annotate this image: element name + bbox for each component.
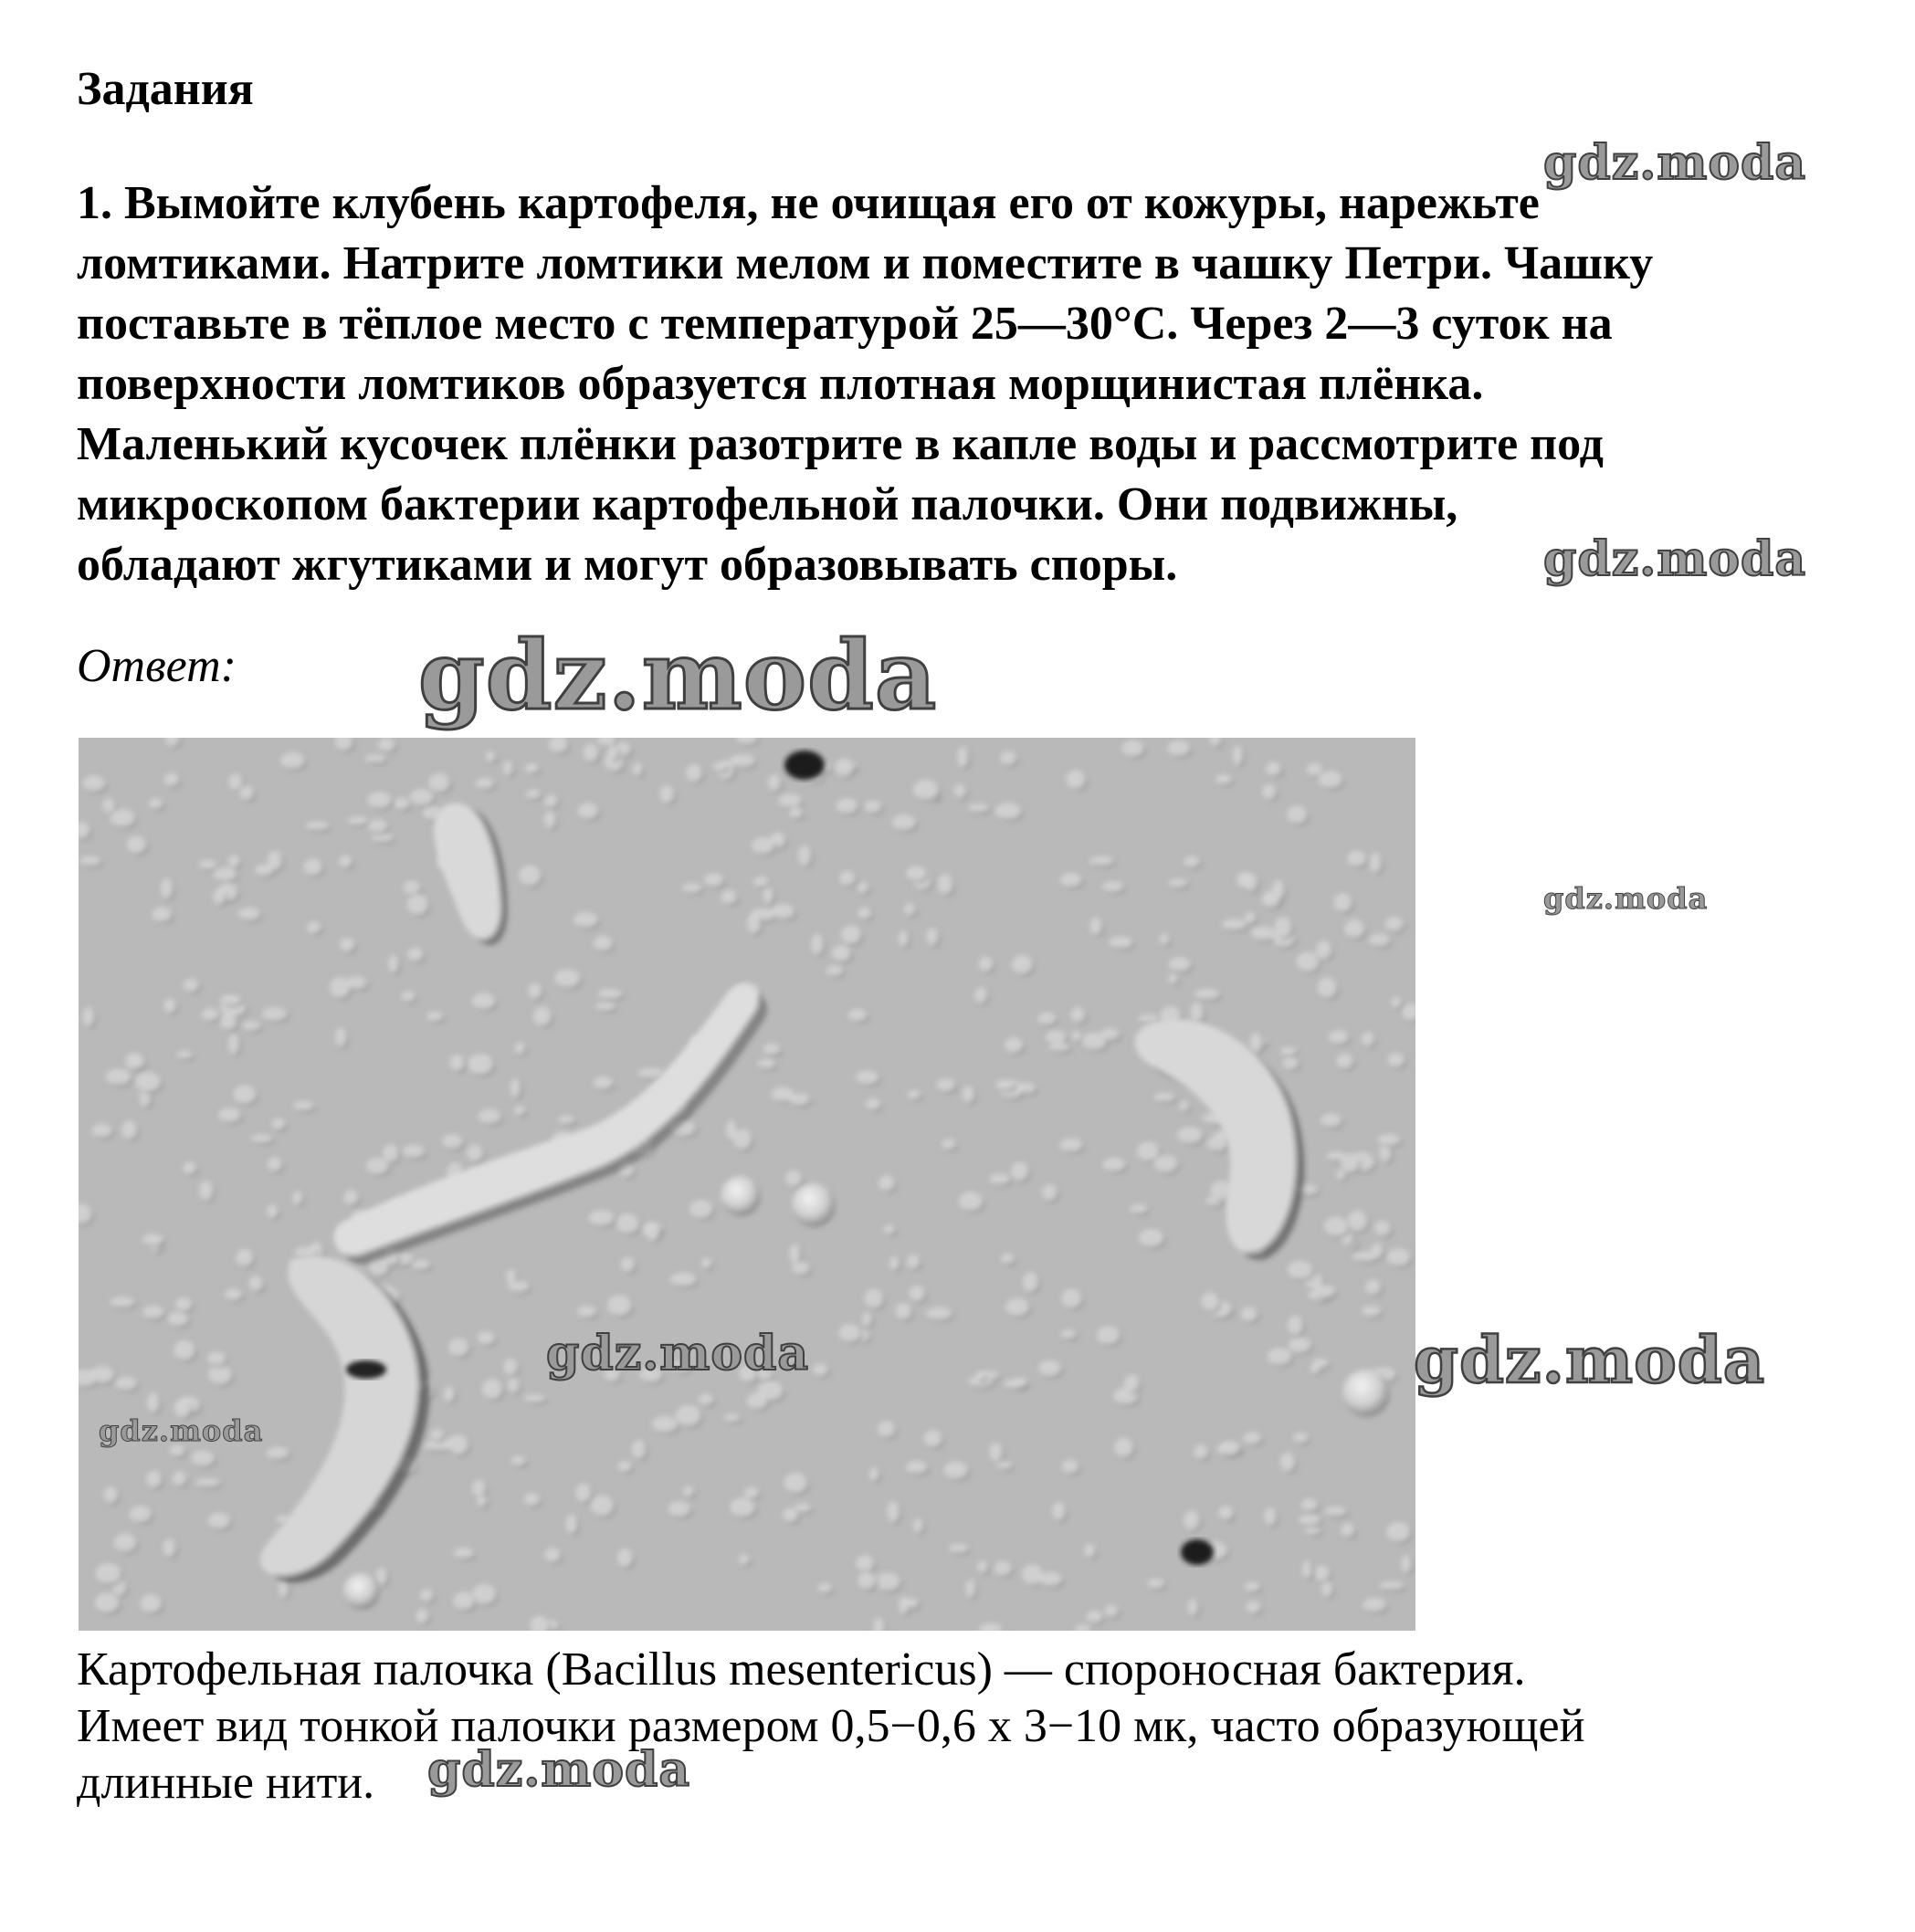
watermark: gdz.moda	[1543, 531, 1807, 587]
watermark: gdz.moda	[427, 1742, 691, 1798]
task-line: поверхности ломтиков образуется плотная морщинистая плёнка.	[77, 358, 1484, 410]
watermark: gdz.moda	[1543, 881, 1709, 916]
watermark: gdz.moda	[418, 619, 938, 731]
watermark: gdz.moda	[99, 1413, 264, 1448]
task-text	[77, 173, 1885, 595]
answer-label: Ответ:	[77, 640, 237, 692]
page-heading: Задания	[77, 63, 254, 115]
caption-text	[77, 1642, 1885, 1811]
caption-line: Имеет вид тонкой палочки размером 0,5−0,6 х 3−10 мк, часто образующей	[77, 1700, 1585, 1752]
task-line: ломтиками. Натрите ломтики мелом и поместите в чашку Петри. Чашку	[77, 237, 1654, 289]
bacteria-micrograph	[79, 738, 1415, 1631]
caption-line: длинные нити.	[77, 1757, 375, 1809]
task-line: поставьте в тёплое место с температурой 25—30°С. Через 2—3 суток на	[77, 298, 1613, 350]
watermark: gdz.moda	[546, 1326, 810, 1381]
watermark: gdz.moda	[1414, 1322, 1766, 1398]
task-line: микроскопом бактерии картофельной палочки. Они подвижны,	[77, 478, 1458, 530]
micrograph-image	[79, 738, 1415, 1631]
watermark: gdz.moda	[1543, 135, 1807, 191]
task-line: 1. Вымойте клубень картофеля, не очищая его от кожуры, нарежьте	[77, 177, 1540, 229]
task-line: обладают жгутиками и могут образовывать споры.	[77, 539, 1178, 591]
caption-line: Картофельная палочка (Bacillus mesentericus) — спороносная бактерия.	[77, 1643, 1526, 1696]
task-line: Маленький кусочек плёнки разотрите в капле воды и рассмотрите под	[77, 418, 1604, 470]
